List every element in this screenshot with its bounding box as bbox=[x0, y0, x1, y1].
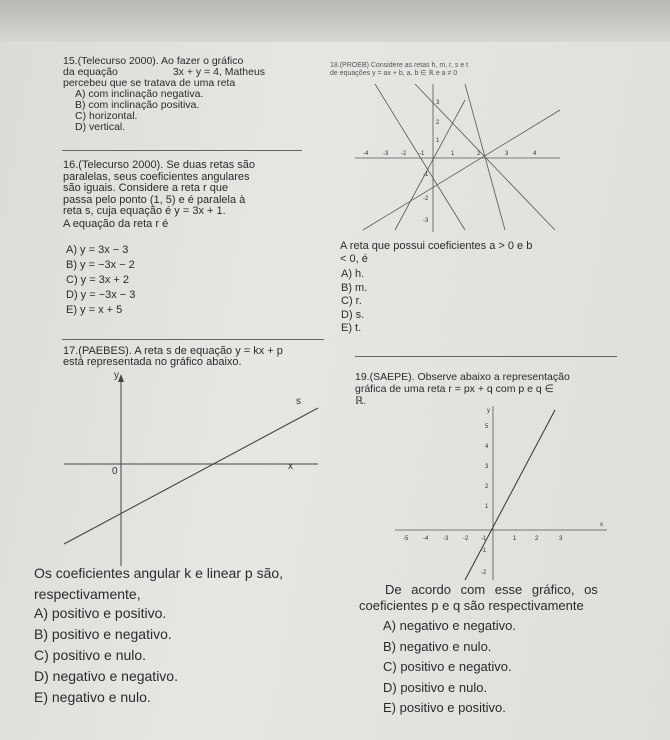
q18-graph bbox=[355, 80, 565, 235]
q17-options bbox=[34, 603, 178, 708]
q19-tick-y: 4 bbox=[485, 444, 489, 450]
q17-option-d[interactable]: D) negativo e negativo. bbox=[34, 668, 178, 684]
q18-tick-y: 2 bbox=[436, 120, 440, 126]
q17-line-1: 17.(PAEBES). A reta s de equação y = kx + p bbox=[63, 345, 283, 357]
divider bbox=[62, 150, 302, 151]
q17-option-c[interactable]: C) positivo e nulo. bbox=[34, 647, 147, 663]
q16-line-2: paralelas, seus coeficientes angulares bbox=[63, 170, 250, 183]
q19-tick-y: 1 bbox=[485, 504, 489, 510]
q19-line-1: 19.(SAEPE). Observe abaixo a representação bbox=[355, 371, 570, 383]
q19-line-r bbox=[465, 410, 555, 580]
q17-graph bbox=[56, 368, 326, 568]
question-15 bbox=[63, 56, 265, 133]
q19-tick-y: 3 bbox=[485, 464, 489, 470]
question-16 bbox=[63, 160, 255, 230]
q19-option-c[interactable]: C) positivo e negativo. bbox=[383, 659, 512, 674]
q19-tick-x: -4 bbox=[423, 536, 429, 542]
q19-tick-x: -3 bbox=[443, 536, 449, 542]
question-17 bbox=[63, 346, 283, 368]
q18-line-2: de equações y = ax + b, a, b ∈ ℝ e a ≠ 0 bbox=[330, 70, 458, 77]
q19-tick-y: 2 bbox=[485, 484, 489, 490]
q17-option-a[interactable]: A) positivo e positivo. bbox=[34, 605, 167, 621]
q15-option-d[interactable]: D) vertical. bbox=[75, 121, 126, 133]
q16-options bbox=[66, 243, 135, 318]
q15-title: 15.(Telecurso 2000). Ao fazer o gráfico bbox=[63, 55, 244, 67]
q19-option-b[interactable]: B) negativo e nulo. bbox=[383, 638, 492, 654]
q15-line2a: da equação bbox=[63, 66, 118, 78]
q18-line-s bbox=[465, 84, 505, 230]
q19-tick-x: 3 bbox=[559, 536, 563, 542]
q17-question-1: Os coeficientes angular k e linear p são, bbox=[34, 565, 284, 581]
q17-question-2: respectivamente, bbox=[34, 586, 141, 602]
q19-tick-y: 5 bbox=[485, 424, 489, 430]
q15-option-a[interactable]: A) com inclinação negativa. bbox=[75, 88, 204, 100]
q15-option-c[interactable]: C) horizontal. bbox=[75, 110, 138, 122]
q17-line-label: s bbox=[296, 396, 301, 407]
page-shadow bbox=[0, 0, 670, 42]
q18-tick-x: -1 bbox=[419, 151, 425, 157]
q19-option-e[interactable]: E) positivo e positivo. bbox=[383, 700, 506, 715]
q19-question bbox=[355, 582, 598, 614]
q16-line-3: são iguais. Considere a reta r que bbox=[63, 182, 229, 194]
q17-line-2: está representada no gráfico abaixo. bbox=[63, 356, 242, 368]
q18-tick-x: 2 bbox=[477, 151, 481, 157]
q19-option-a[interactable]: A) negativo e negativo. bbox=[383, 618, 516, 633]
q16-option-e[interactable]: E) y = x + 5 bbox=[66, 304, 123, 316]
q18-option-d[interactable]: D) s. bbox=[341, 308, 365, 321]
q16-line-4: passa pelo ponto (1, 5) e é paralela à bbox=[63, 193, 246, 206]
q18-line-h bbox=[375, 84, 465, 230]
q18-option-c[interactable]: C) r. bbox=[341, 295, 362, 307]
q18-line-t bbox=[395, 100, 465, 230]
q18-tick-x: -4 bbox=[363, 151, 369, 157]
q18-line-1: 18.(PROEB) Considere as retas h, m, r, s e t bbox=[330, 62, 469, 69]
q19-tick-x: -2 bbox=[463, 536, 469, 542]
q18-option-b[interactable]: B) m. bbox=[341, 281, 368, 294]
q18-option-a[interactable]: A) h. bbox=[341, 268, 365, 280]
q19-x-label: x bbox=[600, 522, 603, 528]
q19-tick-y: -2 bbox=[481, 570, 487, 576]
q16-option-c[interactable]: C) y = 3x + 2 bbox=[66, 274, 129, 286]
q18-question bbox=[340, 240, 532, 266]
q19-options bbox=[383, 616, 516, 719]
q18-options bbox=[341, 268, 367, 336]
q19-graph bbox=[395, 402, 615, 582]
q17-line-s bbox=[64, 408, 318, 544]
q16-question: A equação da reta r é bbox=[63, 217, 169, 230]
q19-line-3: ℝ. bbox=[355, 395, 367, 407]
q18-tick-y: -1 bbox=[423, 172, 429, 178]
q19-tick-x: -5 bbox=[403, 536, 409, 542]
q18-line-r bbox=[363, 110, 560, 230]
q17-option-b[interactable]: B) positivo e negativo. bbox=[34, 626, 172, 642]
q15-line2b: 3x + y = 4, Matheus bbox=[172, 66, 266, 78]
q18-tick-y: 3 bbox=[436, 100, 440, 106]
q16-option-a[interactable]: A) y = 3x − 3 bbox=[66, 244, 129, 256]
q15-line3: percebeu que se tratava de uma reta bbox=[63, 77, 236, 89]
q19-tick-y: -1 bbox=[481, 548, 487, 554]
q18-tick-x: -3 bbox=[383, 151, 389, 157]
q18-tick-x: 4 bbox=[533, 151, 537, 157]
q16-option-d[interactable]: D) y = −3x − 3 bbox=[66, 289, 136, 301]
q19-tick-x: -1 bbox=[481, 536, 487, 542]
q19-option-d[interactable]: D) positivo e nulo. bbox=[383, 679, 488, 695]
q18-tick-y: -2 bbox=[423, 196, 429, 202]
q18-option-e[interactable]: E) t. bbox=[341, 322, 362, 334]
q16-line-1: 16.(Telecurso 2000). Se duas retas são bbox=[63, 159, 256, 171]
q19-line-2: gráfica de uma reta r = px + q com p e q ∈ bbox=[355, 383, 554, 395]
q16-option-b[interactable]: B) y = −3x − 2 bbox=[66, 259, 135, 271]
q15-option-b[interactable]: B) com inclinação positiva. bbox=[75, 99, 200, 111]
q18-tick-x: 1 bbox=[451, 151, 455, 157]
q18-question-1: A reta que possui coeficientes a > 0 e b bbox=[340, 240, 533, 252]
q18-tick-y: -3 bbox=[423, 218, 429, 224]
q17-origin-label: 0 bbox=[112, 466, 118, 477]
divider bbox=[62, 339, 324, 340]
q19-tick-x: 2 bbox=[535, 536, 539, 542]
q17-y-label: y bbox=[114, 370, 119, 381]
q17-option-e[interactable]: E) negativo e nulo. bbox=[34, 689, 151, 705]
q19-question-2: coeficientes p e q são respectivamente bbox=[359, 598, 584, 613]
q18-tick-x: -2 bbox=[401, 151, 407, 157]
q16-line-5: reta s, cuja equação é y = 3x + 1. bbox=[63, 205, 226, 217]
q18-tick-y: 1 bbox=[436, 138, 440, 144]
q17-x-label: x bbox=[288, 461, 293, 472]
q18-tick-x: 3 bbox=[505, 151, 509, 157]
q18-question-2: < 0, é bbox=[340, 253, 368, 265]
q19-tick-x: 1 bbox=[513, 536, 517, 542]
question-18 bbox=[330, 62, 468, 78]
q17-question bbox=[34, 565, 283, 602]
divider bbox=[355, 356, 617, 357]
q19-question-1: De acordo com esse gráfico, os bbox=[385, 582, 598, 597]
q19-y-label: y bbox=[487, 408, 490, 414]
